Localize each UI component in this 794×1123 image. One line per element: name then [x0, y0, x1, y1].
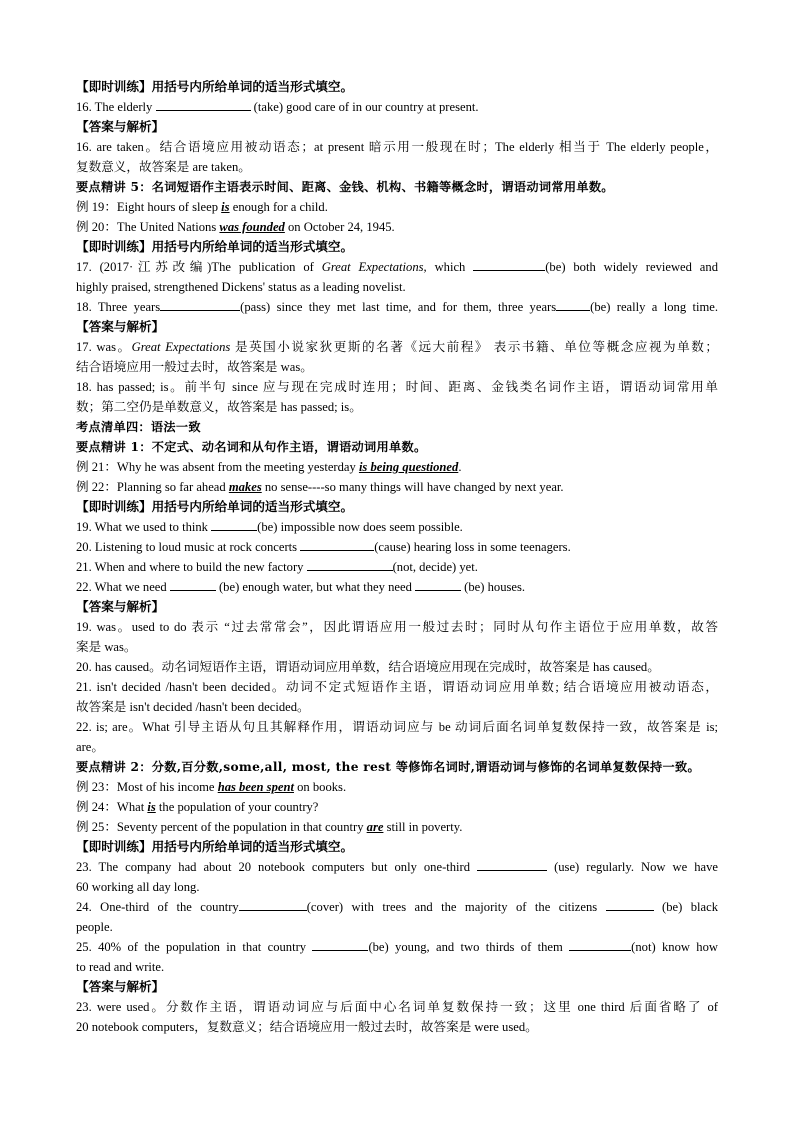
text-line: 【答案与解析】 [76, 320, 165, 334]
example-answer: has been spent [217, 780, 294, 794]
answer-blank[interactable] [211, 518, 257, 531]
text-line: 例 19：Eight hours of sleep is enough for a child. [76, 200, 328, 214]
text-line: 要点精讲 2：分数,百分数,some,all, most, the rest 等修饰名词时,谓语动词与修饰的名词单复数保持一致。 [76, 760, 700, 774]
text-line: 20 notebook computers，复数意义；结合语境应用一般过去时，故答案是 were used。 [76, 1020, 538, 1034]
document-page [76, 77, 718, 1037]
text-line: 【答案与解析】 [76, 600, 165, 614]
answer-blank[interactable] [160, 298, 240, 311]
text-line: 案是 was。 [76, 640, 137, 654]
text-line: 复数意义，故答案是 are taken。 [76, 160, 251, 174]
answer-blank[interactable] [156, 98, 251, 111]
text-line: 16. The elderly (take) good care of in our country at present. [76, 100, 479, 114]
example-answer: was founded [219, 220, 285, 234]
text-line: 数；第二空仍是单数意义，故答案是 has passed; is。 [76, 400, 362, 414]
answer-blank[interactable] [556, 298, 590, 311]
text-line: 20. has caused。动名词短语作主语，谓语动词应用单数，结合语境应用现在完成时，故答案是 has caused。 [76, 660, 660, 674]
text-line: 【即时训练】用括号内所给单词的适当形式填空。 [76, 840, 354, 854]
text-line: 故答案是 isn't decided /hasn't been decided。 [76, 700, 310, 714]
text-line: 【答案与解析】 [76, 980, 165, 994]
book-title: Great Expectations [131, 340, 231, 354]
text-line: 23. were used。分数作主语，谓语动词应与后面中心名词单复数保持一致；这里 one third 后面省略了 of [76, 1000, 718, 1014]
text-line: are。 [76, 740, 104, 754]
example-answer: is [147, 800, 156, 814]
answer-blank[interactable] [312, 938, 368, 951]
text-line: 例 23：Most of his income has been spent on books. [76, 780, 347, 794]
text-line: 例 20：The United Nations was founded on October 24, 1945. [76, 220, 395, 234]
text-line: 17. (2017·江苏改编)The publication of Great Expectations, which (be) both widely reviewed and [76, 260, 718, 274]
text-line: 22. What we need (be) enough water, but what they need (be) houses. [76, 580, 526, 594]
text-line: 18. has passed; is。前半句 since 应与现在完成时连用；时间、距离、金钱类名词作主语，谓语动词常用单 [76, 380, 718, 394]
text-line: 60 working all day long. [76, 880, 200, 894]
text-line: 22. is; are。What 引导主语从句且其解释作用，谓语动词应与 be 动词后面名词单复数保持一致，故答案是 is; [76, 720, 718, 734]
example-answer: makes [228, 480, 262, 494]
answer-blank[interactable] [569, 938, 631, 951]
answer-blank[interactable] [170, 578, 216, 591]
example-answer: is [221, 200, 230, 214]
text-line: to read and write. [76, 960, 165, 974]
answer-blank[interactable] [307, 558, 393, 571]
answer-blank[interactable] [606, 898, 654, 911]
text-line: 要点精讲 1：不定式、动名词和从句作主语，谓语动词用单数。 [76, 440, 427, 454]
text-line: 例 25：Seventy percent of the population in that country are still in poverty. [76, 820, 463, 834]
text-line: 【即时训练】用括号内所给单词的适当形式填空。 [76, 80, 354, 94]
text-line: 16. are taken。结合语境应用被动语态；at present 暗示用一般现在时；The elderly 相当于 The elderly people， [76, 140, 718, 154]
answer-blank[interactable] [477, 858, 547, 871]
example-answer: is being questioned [358, 460, 459, 474]
answer-blank[interactable] [300, 538, 374, 551]
text-line: 例 22：Planning so far ahead makes no sense----so many things will have changed by next year. [76, 480, 564, 494]
text-line: 21. isn't decided /hasn't been decided。动词不定式短语作主语，谓语动词应用单数; 结合语境应用被动语态， [76, 680, 718, 694]
text-line: 例 21：Why he was absent from the meeting yesterday is being questioned. [76, 460, 462, 474]
book-title: Great Expectations, [321, 260, 427, 274]
text-line: people. [76, 920, 113, 934]
answer-blank[interactable] [415, 578, 461, 591]
text-line: 【即时训练】用括号内所给单词的适当形式填空。 [76, 500, 354, 514]
text-line: 考点清单四：语法一致 [76, 420, 201, 434]
text-line: 19. was。used to do 表示 “过去常常会”，因此谓语应用一般过去时；同时从句作主语位于应用单数，故答 [76, 620, 718, 634]
text-line: 【即时训练】用括号内所给单词的适当形式填空。 [76, 240, 354, 254]
text-line: 21. When and where to build the new factory (not, decide) yet. [76, 560, 478, 574]
text-line: 17. was。Great Expectations 是英国小说家狄更斯的名著《远大前程》 表示书籍、单位等概念应视为单数； [76, 340, 718, 354]
text-line: 要点精讲 5：名词短语作主语表示时间、距离、金钱、机构、书籍等概念时，谓语动词常用单数。 [76, 180, 614, 194]
text-line: 24. One-third of the country (cover) with trees and the majority of the citizens (be) black [76, 900, 718, 914]
text-line: 18. Three years (pass) since they met last time, and for them, three years (be) really a long time. [76, 300, 718, 314]
answer-blank[interactable] [239, 898, 307, 911]
text-line: 20. Listening to loud music at rock concerts (cause) hearing loss in some teenagers. [76, 540, 571, 554]
text-line: 25. 40% of the population in that country (be) young, and two thirds of them (not) know how [76, 940, 718, 954]
answer-blank[interactable] [473, 258, 545, 271]
text-line: highly praised, strengthened Dickens' status as a leading novelist. [76, 280, 406, 294]
text-line: 例 24：What is the population of your country? [76, 800, 319, 814]
text-line: 19. What we used to think (be) impossible now does seem possible. [76, 520, 463, 534]
text-line: 【答案与解析】 [76, 120, 165, 134]
example-answer: are [366, 820, 384, 834]
text-line: 23. The company had about 20 notebook computers but only one-third (use) regularly. Now we have [76, 860, 718, 874]
text-line: 结合语境应用一般过去时，故答案是 was。 [76, 360, 313, 374]
